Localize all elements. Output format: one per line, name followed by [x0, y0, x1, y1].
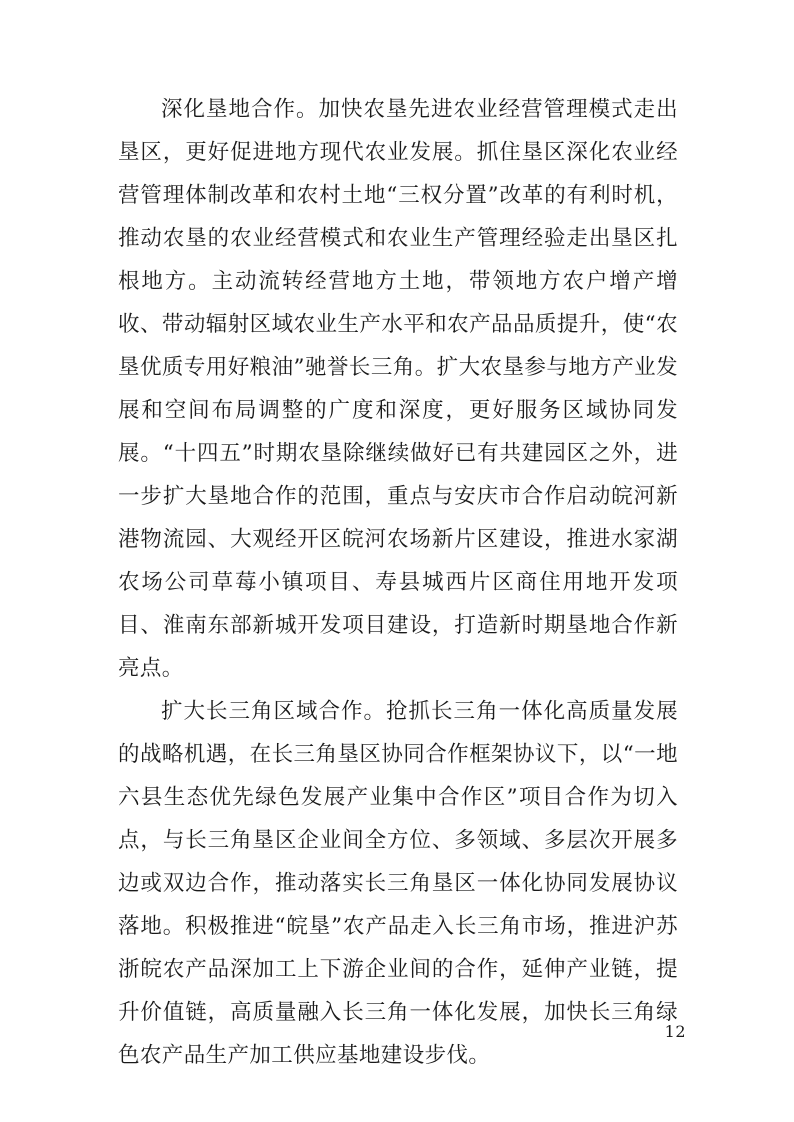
- paragraph-2: 扩大长三角区域合作。抢抓长三角一体化高质量发展的战略机遇，在长三角垦区协同合作框架协议下，以“一地六县生态优先绿色发展产业集中合作区”项目合作为切入点，与长三角垦区企业间全方位、多领域、多层次开展多边或双边合作，推动落实长三角垦区一体化协同发展协议落地。积极推进“皖垦”农产品走入长三角市场，推进沪苏浙皖农产品深加工上下游企业间的合作，延伸产业链，提升价值链，高质量融入长三角一体化发展，加快长三角绿色农产品生产加工供应基地建设步伐。: [118, 699, 678, 1068]
- paragraph-1: 深化垦地合作。加快农垦先进农业经营管理模式走出垦区，更好促进地方现代农业发展。抓住垦区深化农业经营管理体制改革和农村土地“三权分置”改革的有利时机，推动农垦的农业经营模式和农业生产管理经验走出垦区扎根地方。主动流转经营地方土地，带领地方农户增产增收、带动辐射区域农业生产水平和农产品品质提升，使“农垦优质专用好粮油”驰誉长三角。扩大农垦参与地方产业发展和空间布局调整的广度和深度，更好服务区域协同发展。“十四五”时期农垦除继续做好已有共建园区之外，进一步扩大垦地合作的范围，重点与安庆市合作启动皖河新港物流园、大观经开区皖河农场新片区建设，推进水家湖农场公司草莓小镇项目、寿县城西片区商住用地开发项目、淮南东部新城开发项目建设，打造新时期垦地合作新亮点。: [118, 97, 678, 681]
- document-body: [118, 88, 678, 1077]
- page-number: 12: [664, 1022, 686, 1041]
